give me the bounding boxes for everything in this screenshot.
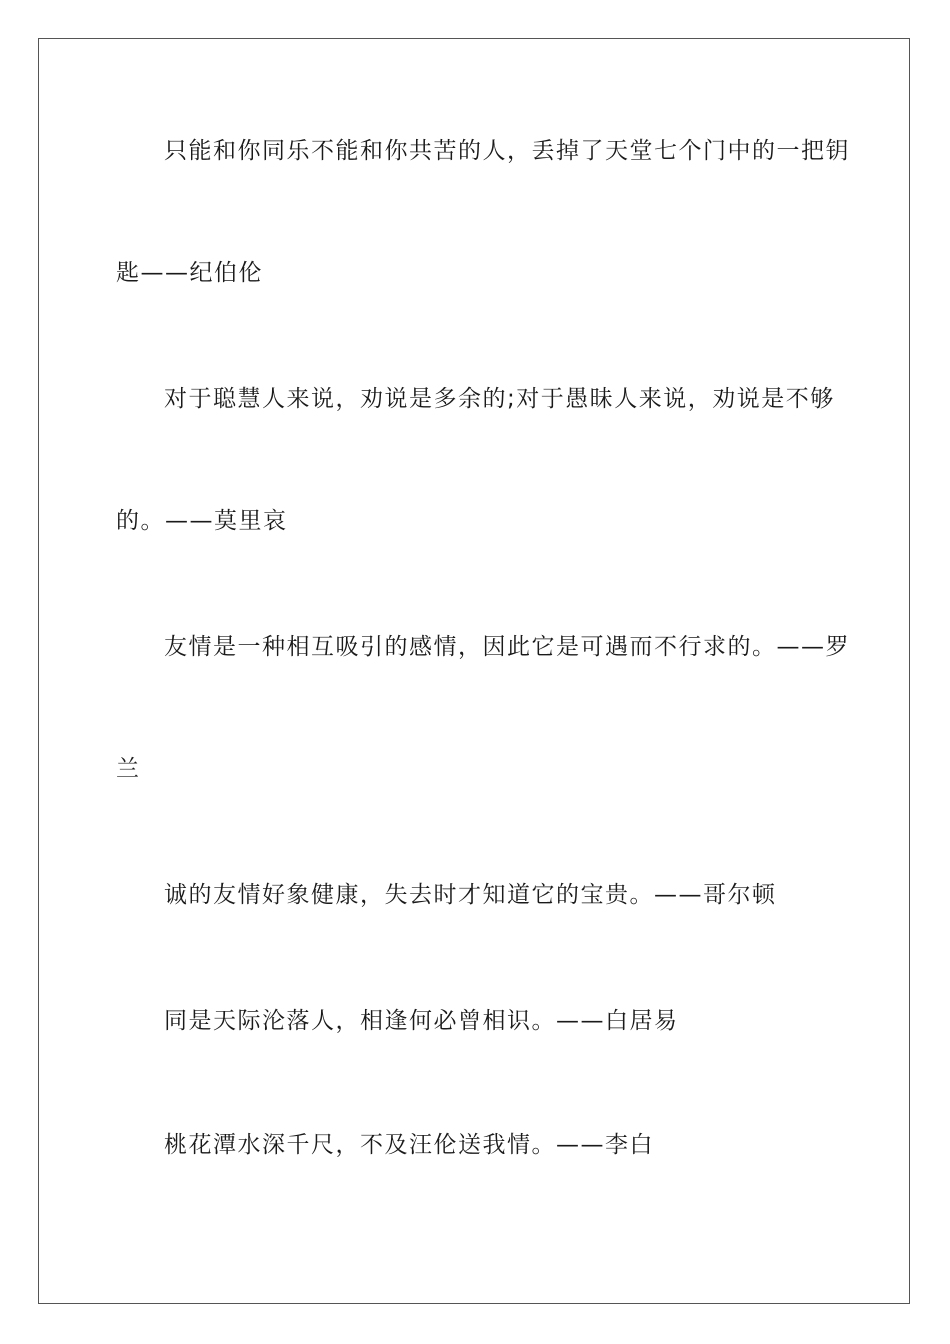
paragraph-5-line-1: 同是天际沦落人，相逢何必曾相识。——白居易 [164,1008,679,1034]
page-border [38,38,910,1304]
paragraph-2-line-2: 的。——莫里哀 [116,508,288,534]
paragraph-3-line-2: 兰 [116,756,141,782]
paragraph-3-line-1: 友情是一种相互吸引的感情，因此它是可遇而不行求的。——罗 [164,634,850,660]
paragraph-4-line-1: 诚的友情好象健康，失去时才知道它的宝贵。——哥尔顿 [164,882,777,908]
paragraph-1-line-1: 只能和你同乐不能和你共苦的人，丢掉了天堂七个门中的一把钥 [164,138,850,164]
paragraph-2-line-1: 对于聪慧人来说，劝说是多余的;对于愚昧人来说，劝说是不够 [164,386,835,412]
paragraph-1-line-2: 匙——纪伯伦 [116,260,263,286]
paragraph-6-line-1: 桃花潭水深千尺，不及汪伦送我情。——李白 [164,1132,654,1158]
